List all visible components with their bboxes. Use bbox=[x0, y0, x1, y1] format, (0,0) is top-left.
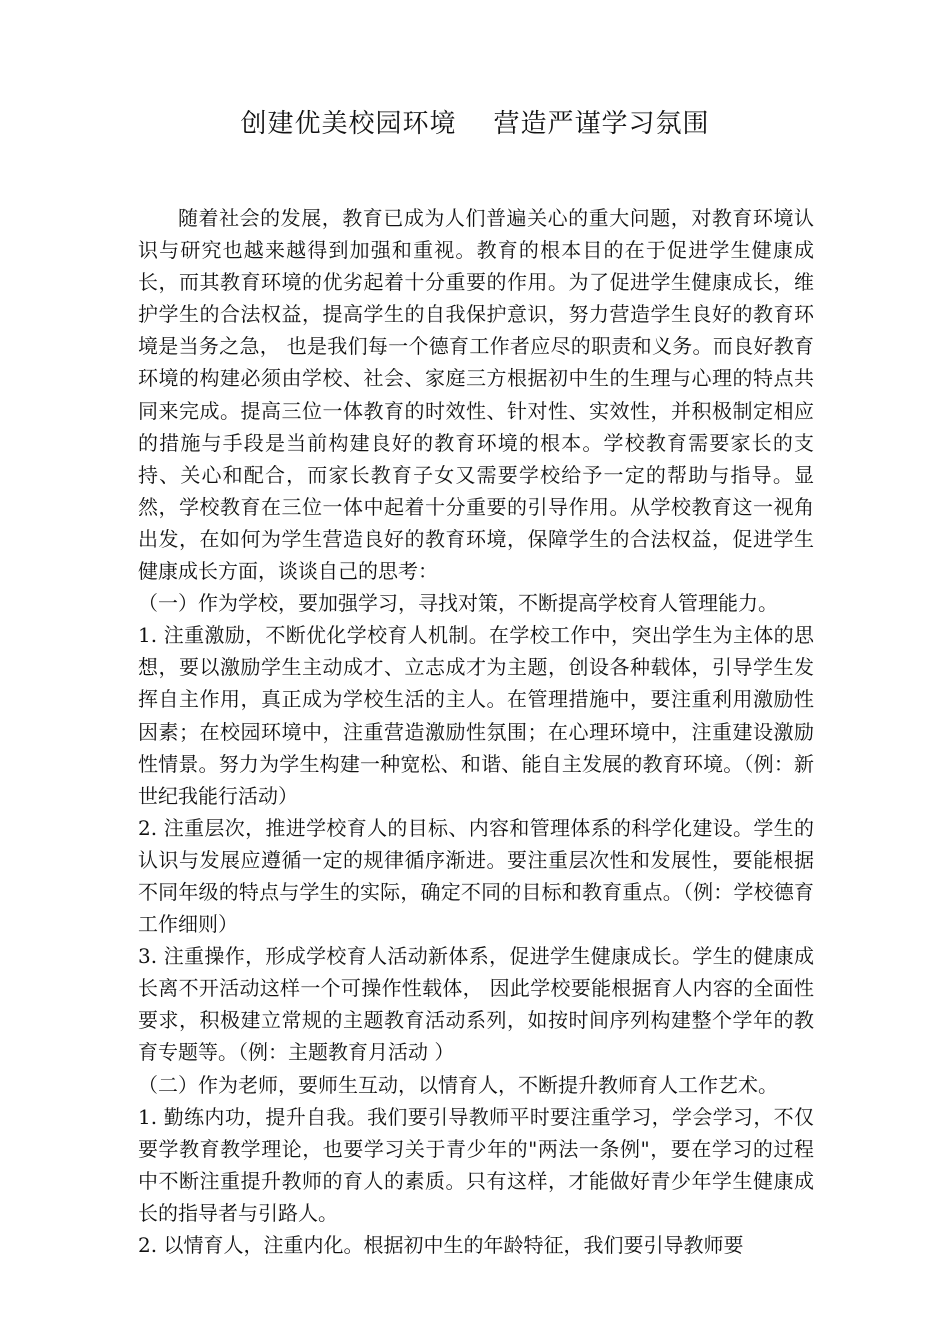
teacher-point-2: 2. 以情育人，注重内化。根据初中生的年龄特征，我们要引导教师要 bbox=[138, 1233, 744, 1257]
section-heading-teacher: （二）作为老师，要师生互动，以情育人，不断提升教师育人工作艺术。 bbox=[138, 1072, 778, 1097]
teacher-point-1: 1. 勤练内功，提升自我。我们要引导教师平时要注重学习，学会学习，不仅要学教育教学理论，也要学习关于青少年的"两法一条例"，要在学习的过程中不断注重提升教师的育人的素质。只有这样，才能做好青少年学生健康成长的指导者与引路人。 bbox=[138, 1104, 814, 1225]
document-title: 创建优美校园环境 营造严谨学习氛围 bbox=[240, 109, 710, 139]
intro-paragraph: 随着社会的发展，教育已成为人们普遍关心的重大问题，对教育环境认识与研究也越来越得到加强和重视。教育的根本目的在于促进学生健康成长，而其教育环境的优劣起着十分重要的作用。为了促进学生健康成长，维护学生的合法权益，提高学生的自我保护意识，努力营造学生良好的教育环境是当务之急， 也是我们每一个德育工作者应尽的职责和义务。而良好教育环境的构建必须由学校、社会、家庭三方根据初中生的生理与心理的特点共同来完成。提高三位一体教育的时效性、针对性、实效性，并积极制定相应的措施与手段是当前构建良好的教育环境的根本。学校教育需要家长的支持、关心和配合，而家长教育子女又需要学校给予一定的帮助与指导。显然，学校教育在三位一体中起着十分重要的引导作用。从学校教育这一视角出发，在如何为学生营造良好的教育环境，保障学生的合法权益，促进学生健康成长方面，谈谈自己的思考： bbox=[138, 206, 814, 584]
school-point-1: 1. 注重激励，不断优化学校育人机制。在学校工作中，突出学生为主体的思想，要以激励学生主动成才、立志成才为主题，创设各种载体，引导学生发挥自主作用，真正成为学校生活的主人。在管理措施中，要注重利用激励性因素；在校园环境中，注重营造激励性氛围；在心理环境中，注重建设激励性情景。努力为学生构建一种宽松、和谐、能自主发展的教育环境。（例：新世纪我能行活动） bbox=[138, 623, 814, 808]
section-heading-school: （一）作为学校，要加强学习，寻找对策，不断提高学校育人管理能力。 bbox=[138, 591, 778, 616]
school-point-3: 3. 注重操作，形成学校育人活动新体系，促进学生健康成长。学生的健康成长离不开活动这样一个可操作性载体， 因此学校要能根据育人内容的全面性要求，积极建立常规的主题教育活动系列，如按时间序列构建整个学年的教育专题等。（例：主题教育月活动 ） bbox=[138, 944, 814, 1065]
document-body bbox=[138, 202, 814, 1261]
school-point-2: 2. 注重层次，推进学校育人的目标、内容和管理体系的科学化建设。学生的认识与发展应遵循一定的规律循序渐进。要注重层次性和发展性，要能根据不同年级的特点与学生的实际，确定不同的目标和教育重点。（例：学校德育工作细则） bbox=[138, 815, 814, 937]
